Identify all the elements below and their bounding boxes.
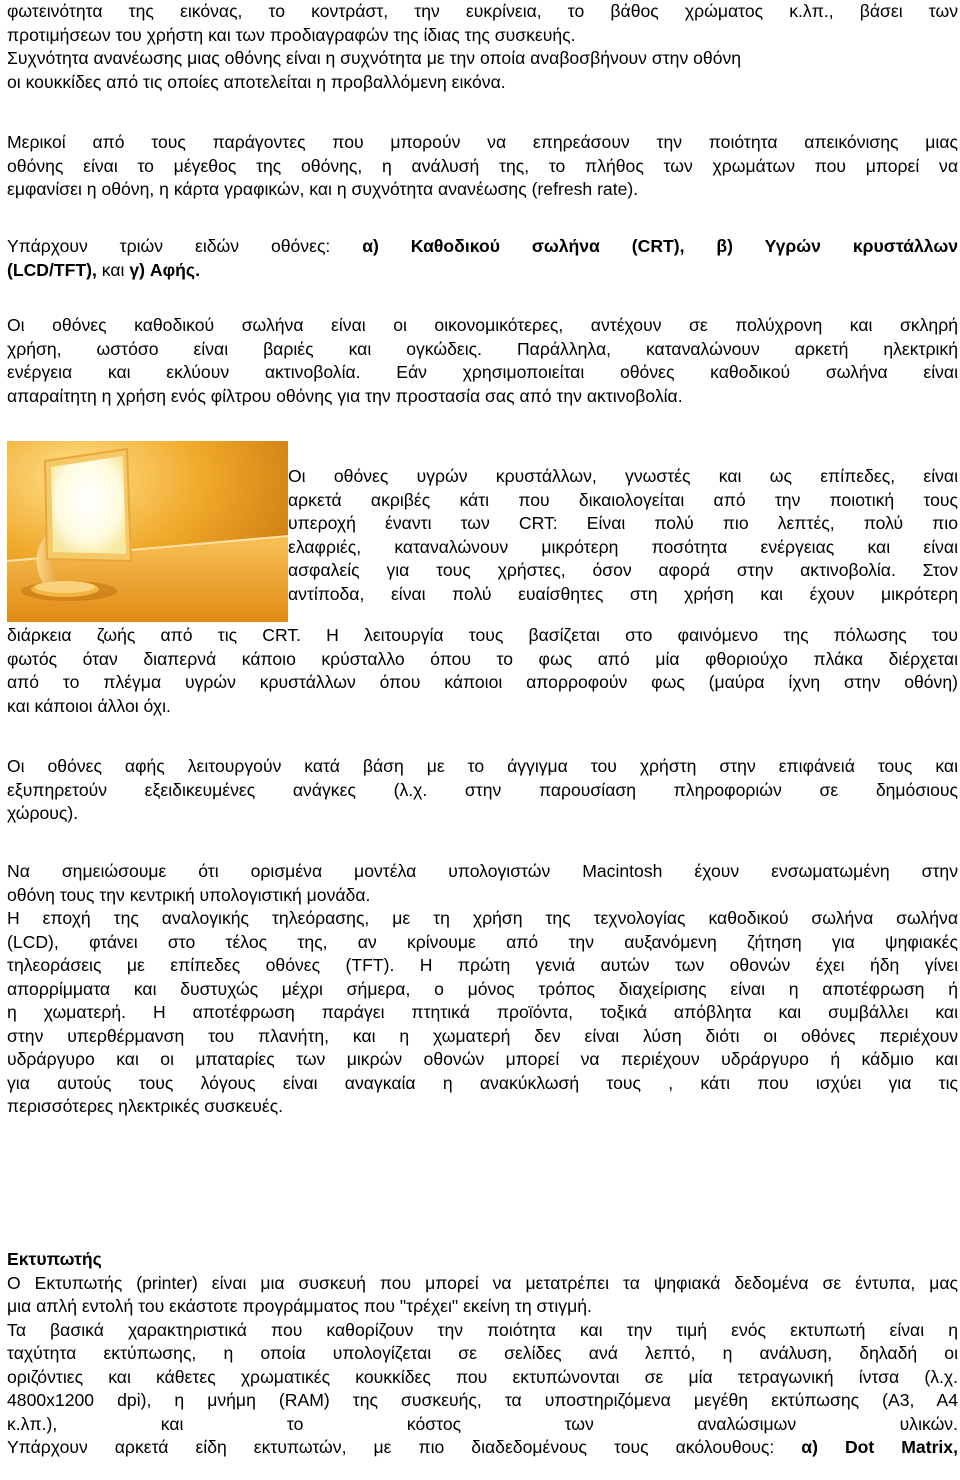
lcd-line: υπεροχή έναντι των CRT: Είναι πολύ πιο λεπτές, πολύ πιο <box>288 513 958 533</box>
intro-paragraph <box>7 0 958 94</box>
crt-paragraph <box>7 314 958 408</box>
factors-line: εμφανίσει η οθόνη, η κάρτα γραφικών, και η συχνότητα ανανέωσης (refresh rate). <box>7 179 639 199</box>
types-touch: γ) Αφής. <box>129 259 200 280</box>
touch-paragraph <box>7 755 958 826</box>
touch-line: χώρους). <box>7 803 79 823</box>
types-lead: Υπάρχουν τριών ειδών οθόνες: <box>7 236 331 256</box>
history-line: Να σημειώσουμε ότι ορισμένα μοντέλα υπολογιστών Macintosh έχουν ενσωματωμένη στην <box>7 861 958 881</box>
printers-line8-text: Υπάρχουν αρκετά είδη εκτυπωτών, με πιο διαδεδομένους τους ακόλουθους: <box>7 1437 775 1457</box>
history-line: απορρίμματα και δυστυχώς μέχρι σήμερα, ο μόνος τρόπος διαχείρισης είναι η αποτέφρωση ή <box>7 978 958 999</box>
crt-line: απαραίτητη η χρήση ενός φίλτρου οθόνης για την προστασία σας από την ακτινοβολία. <box>7 385 683 406</box>
lcd-line: αρκετά ακριβές κάτι που δικαιολογείται από την ποιοτική τους <box>288 489 958 510</box>
lcd-line: ελαφριές, καταναλώνουν μικρότερη ποσότητα ενέργειας και είναι <box>288 536 958 557</box>
printers-line: οριζόντιες και κάθετες χρωματικές κουκκίδες που εκτυπώνονται σε μία τετραγωνική ίντσα (λ.χ. <box>7 1366 958 1387</box>
printers-heading: Εκτυπωτής <box>7 1249 102 1269</box>
lcd-line: Οι οθόνες υγρών κρυστάλλων, γνωστές και ως επίπεδες, είναι <box>288 466 958 486</box>
intro-line: οι κουκκίδες από τις οποίες αποτελείται η προβαλλόμενη εικόνα. <box>7 71 506 92</box>
printers-line: κ.λπ.), και το κόστος των αναλώσιμων υλικών. <box>7 1413 958 1434</box>
history-line: (LCD), φτάνει στο τέλος της, αν κρίνουμε από την αυξανόμενη ζήτηση για ψηφιακές <box>7 931 958 952</box>
history-line: η χωματερή. Η αποτέφρωση παράγει πτητικά προϊόντα, τοξικά απόβλητα και συμβάλλει και <box>7 1002 958 1022</box>
history-line: υδράργυρο και οι μπαταρίες των μικρών οθονών μπορεί να περιέχουν υδράργυρο ή κάδμιο και <box>7 1049 958 1069</box>
touch-line: εξυπηρετούν εξειδικευμένες ανάγκες (λ.χ. στην παρουσίαση πληροφοριών σε δημόσιους <box>7 779 958 800</box>
lcd-paragraph-wrapped <box>288 465 958 606</box>
printers-line <box>7 1436 958 1460</box>
lcd-paragraph-full <box>7 624 958 718</box>
flat-panel-monitor-icon <box>7 441 288 622</box>
history-line: για αυτούς τους λόγους είναι αναγκαία η ανακύκλωσή τους , κάτι που ισχύει για τις <box>7 1072 958 1093</box>
lcd-line: φωτός όταν διαπερνά κάποιο κρύσταλλο όπου το φως από μία φθοριούχο πλάκα διέρχεται <box>7 648 958 669</box>
printers-line: 4800x1200 dpi), η μνήμη (RAM) της συσκευής, τα υποστηριζόμενα μεγέθη εκτύπωσης (A3, A4 <box>7 1390 958 1410</box>
lcd-line: ασφαλείς για τους χρήστες, όσον αφορά στην ακτινοβολία. Στον <box>288 560 958 580</box>
lcd-line: αντίποδα, είναι πολύ ευαίσθητες στη χρήση και έχουν μικρότερη <box>288 583 958 604</box>
types-and: και <box>101 259 125 280</box>
printers-line: μια απλή εντολή του εκάστοτε προγράμματος που "τρέχει" εκείνη τη στιγμή. <box>7 1296 592 1316</box>
types-lcd: (LCD/TFT), <box>7 259 97 280</box>
intro-line: προτιμήσεων του χρήστη και των προδιαγραφών της ίδιας της συσκευής. <box>7 24 576 45</box>
history-line: στην υπερθέρμανση του πλανήτη, και η χωματερή δεν είναι λύση διότι οι οθόνες περιέχουν <box>7 1025 958 1046</box>
printers-line: Ο Εκτυπωτής (printer) είναι μια συσκευή που μπορεί να μετατρέπει τα ψηφιακά δεδομένα σε έντυπα, μας <box>7 1272 958 1293</box>
lcd-line: διάρκεια ζωής από τις CRT. Η λειτουργία τους βασίζεται στο φαινόμενο της πόλωσης του <box>7 625 958 645</box>
factors-line: οθόνης είναι το μέγεθος της οθόνης, η ανάλυσή της, το πλήθος των χρωμάτων που μπορεί να <box>7 155 958 176</box>
history-line: Η εποχή της αναλογικής τηλεόρασης, με τη χρήση της τεχνολογίας καθοδικού σωλήνα σωλήνα <box>7 908 958 928</box>
types-line <box>7 259 958 283</box>
types-line <box>7 235 958 259</box>
factors-paragraph <box>7 131 958 202</box>
lcd-line: και κάποιοι άλλοι όχι. <box>7 695 171 716</box>
intro-line: Συχνότητα ανανέωσης μιας οθόνης είναι η συχνότητα με την οποία αναβοσβήνουν στην οθόνη <box>7 48 742 68</box>
types-paragraph <box>7 235 958 282</box>
history-paragraph <box>7 860 958 1119</box>
lcd-line: από το πλέγμα υγρών κρυστάλλων όπου κάποιοι απορροφούν φως (μαύρα ίχνη στην οθόνη) <box>7 672 958 692</box>
history-line: οθόνη τους την κεντρική υπολογιστική μονάδα. <box>7 884 371 905</box>
crt-line: χρήση, ωστόσο είναι βαριές και ογκώδεις. Παράλληλα, καταναλώνουν αρκετή ηλεκτρική <box>7 338 958 359</box>
history-line: περισσότερες ηλεκτρικές συσκευές. <box>7 1096 284 1116</box>
factors-line: Μερικοί από τους παράγοντες που μπορούν να επηρεάσουν την ποιότητα απεικόνισης μιας <box>7 132 958 152</box>
printers-line: Τα βασικά χαρακτηριστικά που καθορίζουν την ποιότητα και την τιμή ενός εκτυπωτή είναι η <box>7 1319 958 1340</box>
touch-line: Οι οθόνες αφής λειτουργούν κατά βάση με το άγγιγμα του χρήστη στην επιφάνειά τους και <box>7 756 958 776</box>
printers-line8-bold: α) Dot Matrix, <box>801 1437 958 1457</box>
types-crt: α) Καθοδικού σωλήνα (CRT), β) Υγρών κρυστάλλων <box>362 236 958 256</box>
intro-line: φωτεινότητα της εικόνας, το κοντράστ, την ευκρίνεια, το βάθος χρώματος κ.λπ., βάσει των <box>7 1 958 21</box>
history-line: τηλεοράσεις με επίπεδες οθόνες (TFT). Η πρώτη γενιά αυτών των οθονών έχει ήδη γίνει <box>7 955 958 975</box>
printers-line: ταχύτητα εκτύπωσης, η οποία υπολογίζεται σε σελίδες ανά λεπτό, η ανάλυση, δηλαδή οι <box>7 1343 958 1363</box>
crt-line: Οι οθόνες καθοδικού σωλήνα είναι οι οικονομικότερες, αντέχουν σε πολύχρονη και σκληρή <box>7 315 958 335</box>
crt-line: ενέργεια και εκλύουν ακτινοβολία. Εάν χρησιμοποιείται οθόνες καθοδικού σωλήνα είναι <box>7 362 958 382</box>
printers-section <box>7 1248 958 1460</box>
